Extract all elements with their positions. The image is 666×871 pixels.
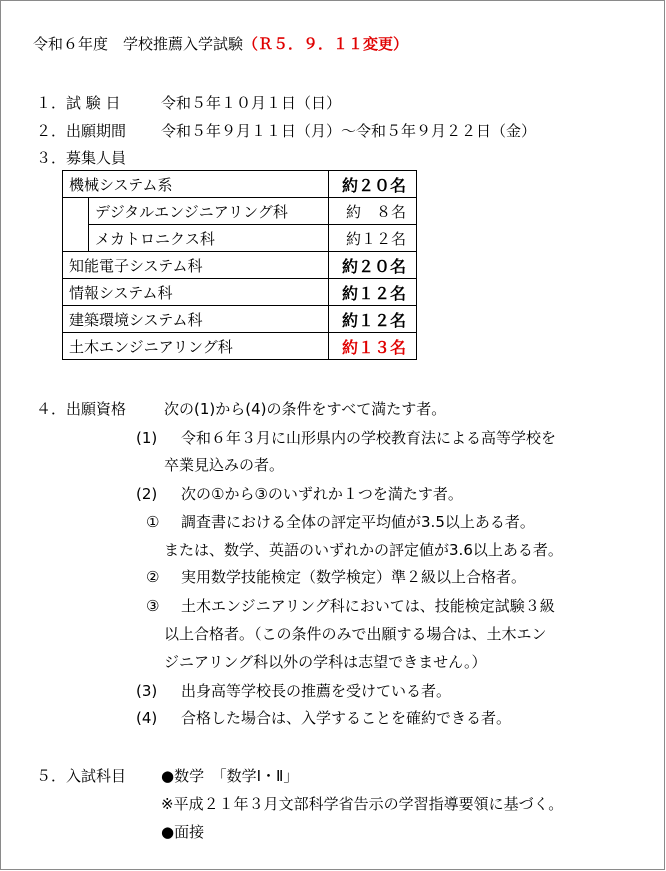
subjects-label: ５．入試科目 <box>36 767 127 785</box>
dept-count-highlighted: 約１３名 <box>329 333 417 360</box>
table-row <box>63 333 417 360</box>
condition-number: (1) <box>136 429 158 447</box>
condition-number: (2) <box>136 485 158 503</box>
sub-condition-number: ② <box>146 568 160 586</box>
dept-name: 土木エンジニアリング科 <box>63 333 329 360</box>
application-period-value: 令和５年９月１１日（月）～令和５年９月２２日（金） <box>161 122 537 140</box>
dept-name: デジタルエンジニアリング科 <box>89 198 329 225</box>
exam-date-value: 令和５年１０月１日（日） <box>161 94 342 112</box>
dept-name: 知能電子システム科 <box>63 252 329 279</box>
page-title <box>33 34 408 54</box>
indent-cell <box>63 225 89 252</box>
dept-count: 約２０名 <box>329 171 417 198</box>
dept-count: 約 ８名 <box>329 198 417 225</box>
condition-number: (3) <box>136 682 158 700</box>
sub-condition-text: 実用数学技能検定（数学検定）準２級以上合格者。 <box>181 568 527 586</box>
table-row <box>63 225 417 252</box>
dept-name: 機械システム系 <box>63 171 329 198</box>
dept-count: 約１２名 <box>329 306 417 333</box>
dept-count: 約２０名 <box>329 252 417 279</box>
eligibility-label: ４．出願資格 <box>36 400 127 418</box>
exam-date-label: １．試 験 日 <box>36 94 121 112</box>
title-change-note: （Ｒ５．９．１１変更） <box>243 35 409 53</box>
table-row <box>63 279 417 306</box>
table-row <box>63 198 417 225</box>
indent-cell <box>63 198 89 225</box>
sub-condition-number: ③ <box>146 597 160 615</box>
subject-math: ●数学 「数学Ⅰ・Ⅱ」 <box>161 767 299 785</box>
dept-count: 約１２名 <box>329 225 417 252</box>
recruitment-label: ３．募集人員 <box>36 149 127 167</box>
dept-name: メカトロニクス科 <box>89 225 329 252</box>
condition-text: 令和６年３月に山形県内の学校教育法による高等学校を <box>181 429 557 447</box>
recruitment-table <box>62 170 417 360</box>
table-row <box>63 252 417 279</box>
dept-name: 情報システム科 <box>63 279 329 306</box>
condition-text: 合格した場合は、入学することを確約できる者。 <box>181 709 512 727</box>
curriculum-note: ※平成２１年３月文部科学省告示の学習指導要領に基づく。 <box>161 795 564 813</box>
title-main: 令和６年度 学校推薦入学試験 <box>33 35 244 53</box>
sub-condition-number: ① <box>146 513 160 531</box>
table-row <box>63 306 417 333</box>
condition-text: 出身高等学校長の推薦を受けている者。 <box>181 682 452 700</box>
sub-condition-text: ジニアリング科以外の学科は志望できません。） <box>164 653 487 671</box>
sub-condition-text: 調査書における全体の評定平均値が3.5以上ある者。 <box>181 513 535 531</box>
eligibility-intro: 次の(1)から(4)の条件をすべて満たす者。 <box>164 400 447 418</box>
dept-name: 建築環境システム科 <box>63 306 329 333</box>
dept-count: 約１２名 <box>329 279 417 306</box>
subject-interview: ●面接 <box>161 823 205 841</box>
table-row <box>63 171 417 198</box>
condition-text: 次の①から③のいずれか１つを満たす者。 <box>181 485 463 503</box>
condition-text: 卒業見込みの者。 <box>164 456 285 474</box>
application-period-label: ２．出願期間 <box>36 122 127 140</box>
sub-condition-text: 以上合格者。（この条件のみで出願する場合は、土木エン <box>164 625 547 643</box>
sub-condition-text: 土木エンジニアリング科においては、技能検定試験３級 <box>181 597 555 615</box>
condition-number: (4) <box>136 709 158 727</box>
sub-condition-text: または、数学、英語のいずれかの評定値が3.6以上ある者。 <box>164 541 563 559</box>
